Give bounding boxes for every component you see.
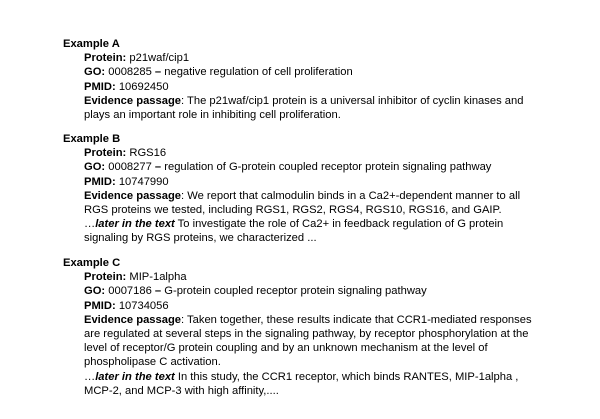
protein-label: Protein: bbox=[84, 52, 127, 65]
protein-line bbox=[84, 146, 543, 160]
pmid-line bbox=[84, 80, 543, 94]
protein-line bbox=[84, 270, 543, 284]
example-fields bbox=[84, 270, 543, 398]
protein-value: MIP-1alpha bbox=[129, 271, 187, 284]
go-label: GO: bbox=[84, 161, 106, 174]
protein-value: p21waf/cip1 bbox=[129, 52, 190, 65]
evidence-paragraph bbox=[84, 94, 543, 122]
go-id: 0007186 bbox=[108, 285, 152, 298]
evidence-label: Evidence passage bbox=[84, 313, 182, 326]
later-text: In this study, the CCR1 receptor, which binds RANTES, MIP-1alpha , MCP-2, and MCP-3 with high affinity,.... bbox=[84, 370, 519, 397]
example-fields bbox=[84, 146, 543, 245]
pmid-value: 10747990 bbox=[118, 175, 169, 188]
pmid-value: 10734056 bbox=[118, 299, 169, 312]
protein-line bbox=[84, 51, 543, 65]
later-paragraph bbox=[84, 217, 543, 245]
protein-label: Protein: bbox=[84, 147, 127, 160]
pmid-value: 10692450 bbox=[118, 80, 169, 93]
evidence-text: : Taken together, these results indicate that CCR1-mediated responses are regulated at several steps in the signaling pathway, by receptor phosphorylation at the level of receptor/G protein coupling and by an unknown mechanism at the level of phospholipase C activation. bbox=[84, 313, 532, 369]
evidence-paragraph bbox=[84, 313, 543, 370]
go-id: 0008277 bbox=[108, 161, 152, 174]
pmid-line bbox=[84, 299, 543, 313]
evidence-label: Evidence passage bbox=[84, 94, 182, 107]
evidence-paragraph bbox=[84, 189, 543, 217]
example-title: Example C bbox=[63, 257, 121, 269]
go-term: G-protein coupled receptor protein signaling pathway bbox=[164, 285, 427, 298]
protein-value: RGS16 bbox=[129, 147, 167, 160]
go-dash: – bbox=[154, 66, 162, 79]
go-dash: – bbox=[154, 285, 162, 298]
example-title: Example B bbox=[63, 133, 121, 145]
pmid-line bbox=[84, 175, 543, 189]
evidence-text: : We report that calmodulin binds in a Ca2+-dependent manner to all RGS proteins we tested, including RGS1, RGS2, RGS4, RGS10, RGS16, and GAIP. bbox=[84, 189, 521, 217]
pmid-label: PMID: bbox=[84, 299, 116, 312]
example-title: Example A bbox=[63, 38, 120, 50]
later-text: To investigate the role of Ca2+ in feedback regulation of G protein signaling by RGS proteins, we characterized ... bbox=[84, 218, 504, 245]
example-b bbox=[63, 132, 543, 246]
evidence-text: : The p21waf/cip1 protein is a universal inhibitor of cyclin kinases and plays an important role in inhibiting cell proliferation. bbox=[84, 94, 524, 122]
protein-label: Protein: bbox=[84, 271, 127, 284]
go-label: GO: bbox=[84, 285, 106, 298]
pmid-label: PMID: bbox=[84, 80, 116, 93]
go-dash: – bbox=[154, 161, 162, 174]
go-line bbox=[84, 65, 543, 79]
go-label: GO: bbox=[84, 66, 106, 79]
later-prefix: … bbox=[84, 218, 96, 231]
go-term: negative regulation of cell proliferation bbox=[164, 66, 353, 79]
example-a bbox=[63, 37, 543, 122]
go-id: 0008285 bbox=[108, 66, 152, 79]
go-line bbox=[84, 284, 543, 298]
example-fields bbox=[84, 51, 543, 122]
later-paragraph bbox=[84, 370, 543, 398]
evidence-label: Evidence passage bbox=[84, 189, 182, 202]
later-label: later in the text bbox=[95, 370, 175, 383]
later-prefix: … bbox=[84, 370, 96, 383]
pmid-label: PMID: bbox=[84, 175, 116, 188]
example-c bbox=[63, 256, 543, 398]
go-term: regulation of G-protein coupled receptor protein signaling pathway bbox=[164, 161, 492, 174]
later-label: later in the text bbox=[95, 218, 175, 231]
go-line bbox=[84, 160, 543, 174]
